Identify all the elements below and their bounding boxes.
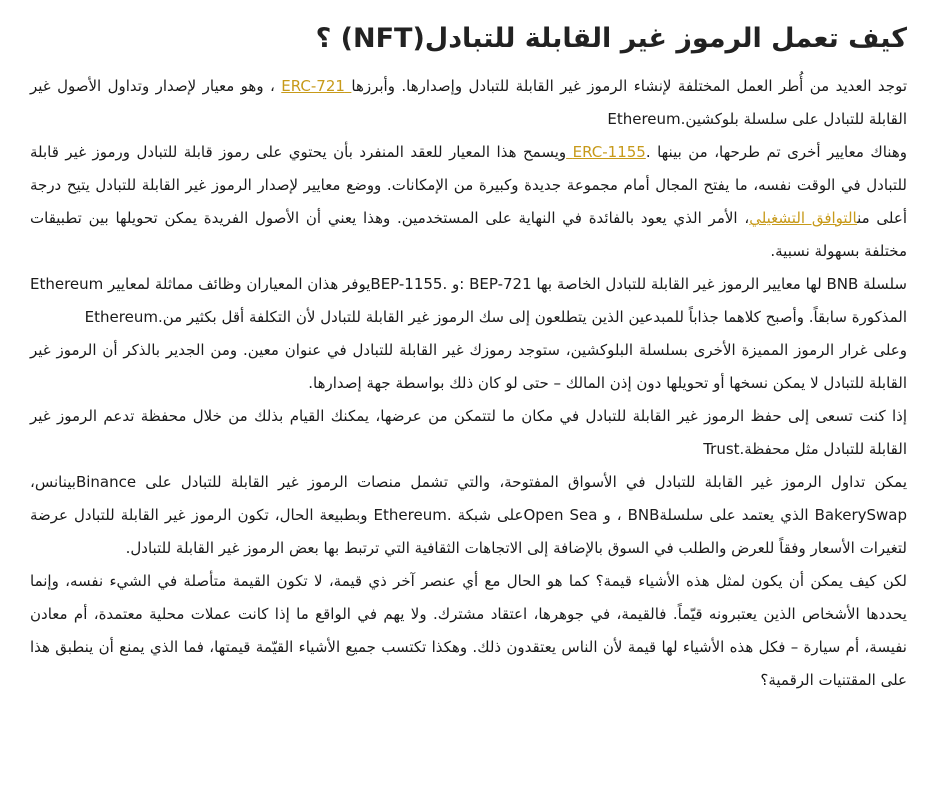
paragraph-text: ويسمح هذا المعيار للعقد المنفرد بأن يحتوي على رموز قابلة للتبادل ورموز غير قابلة للتبادل في الوقت نفسه، ما يفتح المجال أمام مجموعة جديدة وكبيرة من الإمكانات. ووضع معايير لإصدار الرموز غير القابلة للتبادل يتيح درجة أعلى من — [30, 143, 907, 227]
interoperability-link[interactable]: التوافق التشغيلي — [749, 209, 858, 227]
erc-721-link[interactable]: ERC-721 — [281, 77, 352, 95]
paragraph-bnb-standards: سلسلة BNB لها معايير الرموز غير القابلة للتبادل الخاصة بها BEP-721 :و .BEP-1155يوفر هذان المعياران وظائف مماثلة لمعايير Ethereum المذكورة سابقاً. وأصبح كلاهما جذاباً للمبدعين الذين يتطلعون إلى سك الرموز غير القابلة للتبادل لأن التكلفة أقل بكثير من.Ethereum — [30, 275, 907, 326]
erc-1155-link[interactable]: ERC-1155 — [566, 143, 646, 161]
paragraph-value: لكن كيف يمكن أن يكون لمثل هذه الأشياء قيمة؟ كما هو الحال مع أي عنصر آخر ذي قيمة، لا تكون القيمة متأصلة في الشيء نفسه، وإنما يحددها الأشخاص الذين يعتبرونه قيّماً. فالقيمة، في جوهرها، اعتقاد مشترك. ولا يهم في الواقع ما إذا كانت عملات محلية معتمدة، أم معادن نفيسة، أم سيارة – فكل هذه الأشياء لها قيمة لأن الناس يعتقدون ذلك. وهكذا تكتسب جميع الأشياء القيّمة قيمتها، فما الذي يمنع أن ينطبق هذا على المقتنيات الرقمية؟ — [30, 572, 907, 689]
paragraph-text: وهناك معايير أخرى تم طرحها، من بينها . — [645, 143, 907, 161]
article-title: كيف تعمل الرموز غير القابلة للتبادل(NFT) ؟ — [315, 23, 907, 54]
paragraph-text: ، الأمر الذي يعود بالفائدة في النهاية على المستخدمين. وهذا يعني أن الأصول الفريدة يمكن تحويلها بين تطبيقات مختلفة بسهولة نسبية. — [30, 209, 907, 260]
paragraph-erc721 — [30, 70, 907, 136]
paragraph-token-address: وعلى غرار الرموز المميزة الأخرى بسلسلة البلوكشين، ستوجد رموزك غير القابلة للتبادل في عنوان معين. ومن الجدير بالذكر أن الرموز غير القابلة للتبادل لا يمكن نسخها أو تحويلها دون إذن المالك – حتى لو كان ذلك بواسطة جهة إصدارها. — [30, 341, 907, 392]
paragraph-marketplaces: يمكن تداول الرموز غير القابلة للتبادل في الأسواق المفتوحة، والتي تشمل منصات الرموز غير القابلة للتبادل على Binanceبينانس، BakerySwap الذي يعتمد على سلسلةBNB ، و Open Seaعلى شبكة .Ethereum وبطبيعة الحال، تكون الرموز غير القابلة للتبادل عرضة لتغيرات الأسعار وفقاً للعرض والطلب في السوق بالإضافة إلى الاتجاهات الثقافية التي ترتبط بها بعض الرموز غير القابلة للتبادل. — [30, 473, 908, 557]
paragraph-wallet: إذا كنت تسعى إلى حفظ الرموز غير القابلة للتبادل في مكان ما لتتمكن من عرضها، يمكنك القيام بذلك من خلال محفظة تدعم الرموز غير القابلة للتبادل مثل محفظة.Trust — [30, 407, 907, 458]
paragraph-text: توجد العديد من أُطر العمل المختلفة لإنشاء الرموز غير القابلة للتبادل وإصدارها. وأبرزها — [351, 77, 907, 95]
paragraph-text: ، وهو معيار لإصدار وتداول الأصول غير القابلة للتبادل على سلسلة بلوكشين.Ethereum — [30, 77, 907, 128]
paragraph-erc1155 — [30, 136, 907, 268]
